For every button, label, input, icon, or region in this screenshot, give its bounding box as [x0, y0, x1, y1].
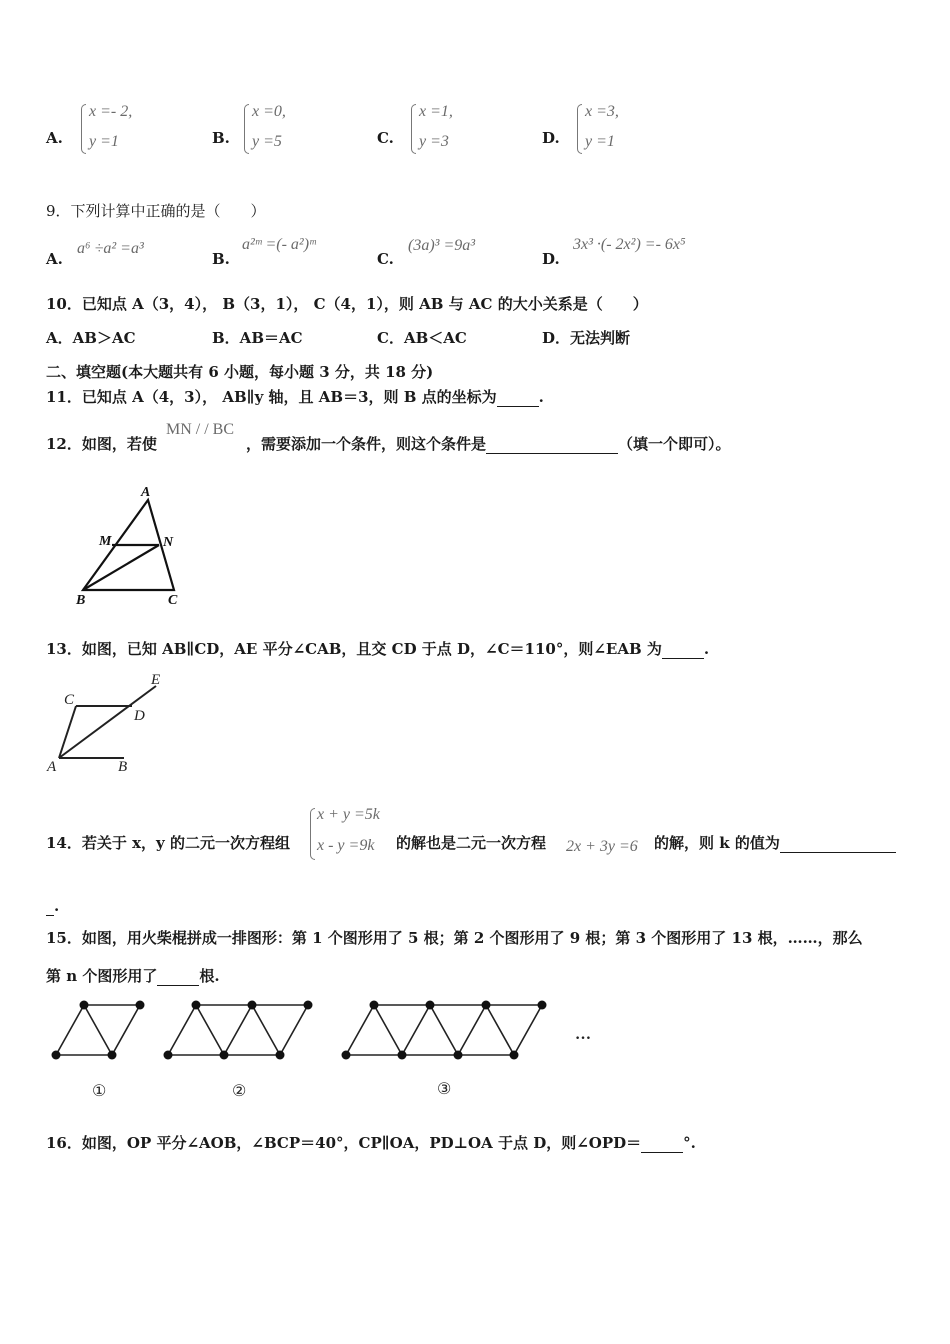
point-b-label: B [76, 593, 86, 608]
q14-end: . [54, 897, 60, 915]
figure-2-label: ② [232, 1083, 247, 1100]
system-eq-x: x =1, [419, 103, 453, 120]
section-heading: 二、填空题(本大题共有 6 小题，每小题 3 分，共 18 分) [46, 363, 434, 381]
q9-option-c-expr: (3a)³ =9a³ [408, 237, 476, 254]
system-eq-x: x =3, [585, 103, 619, 120]
q14-eq2: x - y =9k [317, 837, 375, 854]
option-label: C. [377, 129, 394, 147]
q16-end: °. [683, 1134, 696, 1152]
q15-line1: 15．如图，用火柴棍拼成一排图形：第 1 个图形用了 5 根；第 2 个图形用了 9 根；第 3 个图形用了 13 根，……，那么 [46, 929, 863, 947]
system-eq-y: y =3 [419, 133, 449, 150]
system-brace [411, 104, 416, 154]
point-c-label: C [64, 692, 75, 708]
system-eq-y: y =5 [252, 133, 282, 150]
system-eq-y: y =1 [585, 133, 615, 150]
system-eq-x: x =- 2, [89, 103, 133, 120]
q12-triangle-figure [70, 482, 200, 612]
answer-blank [780, 838, 896, 853]
q14-text [654, 833, 896, 853]
option-label: A. [46, 129, 63, 147]
answer-blank [46, 901, 54, 916]
q9-option-b-expr: a²ᵐ =(- a²)ᵐ [242, 236, 316, 253]
figure-3-label: ③ [437, 1081, 452, 1098]
q14-eq3: 2x + 3y =6 [566, 838, 638, 855]
q10-stem: 10．已知点 A（3，4）， B（3，1）， C（4，1），则 AB 与 AC 的大小关系是（ ） [46, 295, 648, 313]
point-b-label: B [118, 759, 128, 775]
q10-option-d: D．无法判断 [542, 329, 631, 347]
q15-line2-post: 根. [199, 967, 220, 985]
figure-1-label: ① [92, 1083, 107, 1100]
q11-text [46, 387, 544, 407]
q15-matchstick-figure [40, 995, 600, 1105]
q12-expr: MN / / BC [166, 421, 235, 438]
q12-pre: 12．如图，若使 [46, 435, 157, 453]
answer-blank [486, 439, 618, 454]
point-d-label: D [134, 708, 145, 724]
point-c-label: C [168, 593, 178, 608]
point-n-label: N [163, 535, 174, 550]
q15-line2-pre: 第 n 个图形用了 [46, 967, 158, 985]
system-brace [310, 808, 315, 860]
q9-option-c-label: C. [377, 250, 394, 268]
answer-blank [662, 644, 704, 659]
q14-pre: 14．若关于 x，y 的二元一次方程组 [46, 834, 290, 852]
point-a-label: A [47, 759, 57, 775]
q14-mid: 的解也是二元一次方程 [396, 834, 547, 852]
system-brace [244, 104, 249, 154]
q10-option-a: A．AB＞AC [46, 329, 136, 347]
system-brace [577, 104, 582, 154]
q13-text [46, 639, 709, 659]
q12-post: ，需要添加一个条件，则这个条件是 [246, 435, 487, 453]
q9-option-d-label: D. [542, 250, 560, 268]
ellipsis: … [575, 1026, 591, 1043]
answer-blank [157, 971, 199, 986]
q9-option-a-expr: a⁶ ÷a² =a³ [77, 240, 144, 257]
q14-cont [46, 896, 59, 916]
answer-blank [641, 1138, 683, 1153]
q11-end: . [538, 388, 544, 406]
answer-blank [497, 392, 539, 407]
q10-option-c: C．AB＜AC [377, 329, 467, 347]
q9-option-b-label: B. [212, 250, 230, 268]
point-m-label: M [99, 534, 112, 549]
q9-option-a-label: A. [46, 250, 63, 268]
system-eq-y: y =1 [89, 133, 119, 150]
q16-text [46, 1133, 696, 1153]
q10-option-b: B．AB＝AC [212, 329, 303, 347]
q16-stem: 16．如图，OP 平分∠AOB，∠BCP＝40°，CP∥OA，PD⊥OA 于点 D，则∠OPD＝ [46, 1134, 642, 1152]
q14-eq1: x + y =5k [317, 806, 380, 823]
q9-option-d-expr: 3x³ ·(- 2x²) =- 6x⁵ [573, 236, 686, 253]
system-brace [81, 104, 86, 154]
system-eq-x: x =0, [252, 103, 286, 120]
q14-post: 的解，则 k 的值为 [654, 834, 780, 852]
point-e-label: E [151, 672, 161, 688]
q13-parallel-figure [44, 670, 174, 775]
q9-stem: 9．下列计算中正确的是（ ） [46, 202, 266, 220]
option-label: B. [212, 129, 230, 147]
q13-stem: 13．如图，已知 AB∥CD，AE 平分∠CAB，且交 CD 于点 D，∠C＝110°，则∠EAB 为 [46, 640, 662, 658]
q11-stem: 11．已知点 A（4，3）， AB∥y 轴，且 AB＝3，则 B 点的坐标为 [46, 388, 497, 406]
q13-end: . [703, 640, 710, 658]
point-a-label: A [141, 485, 151, 500]
q12-end: （填一个即可）。 [618, 435, 731, 453]
q12-text [246, 434, 731, 454]
q15-line2 [46, 966, 220, 986]
option-label: D. [542, 129, 560, 147]
